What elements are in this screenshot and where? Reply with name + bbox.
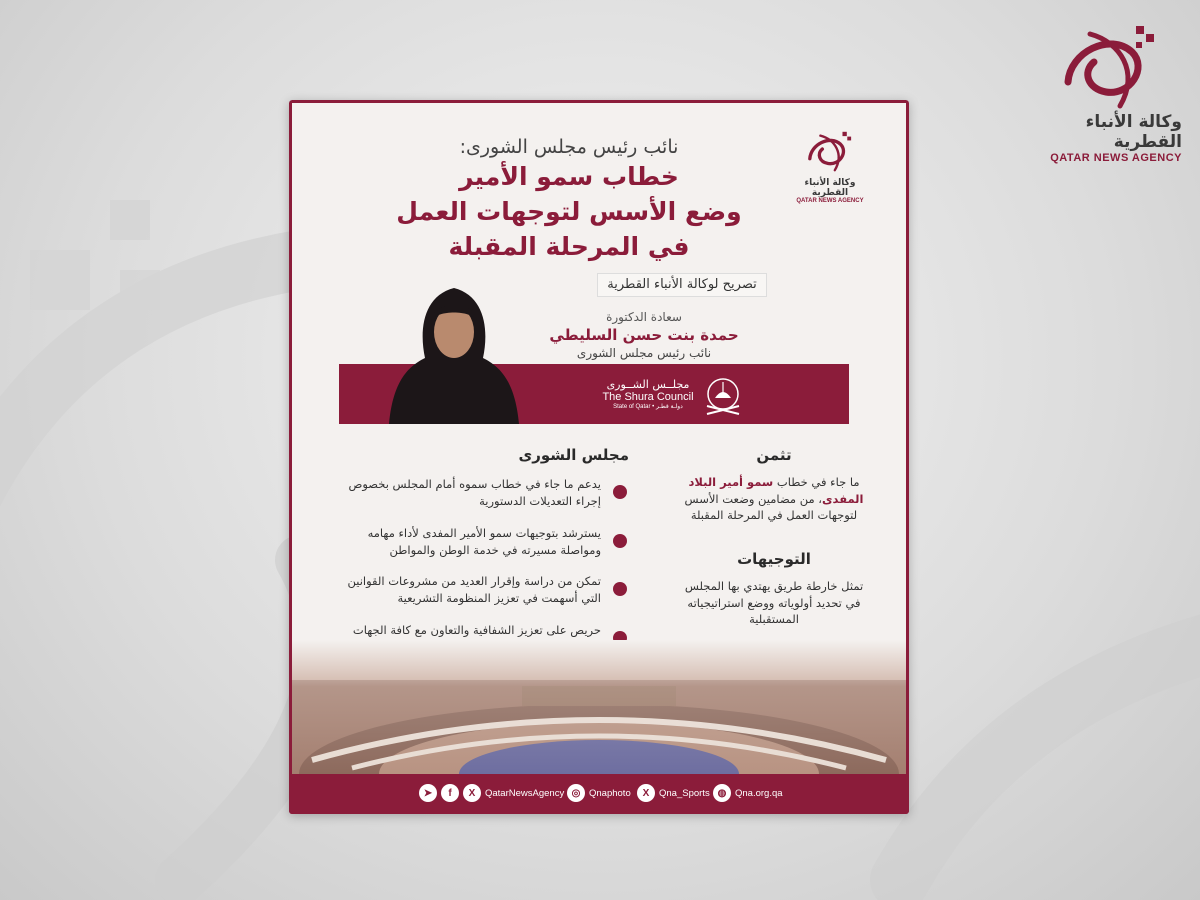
headline-line-1: خطاب سمو الأمير xyxy=(459,162,679,191)
headline-line-2: وضع الأسس لتوجهات العمل xyxy=(396,197,742,226)
brand-name-en: QATAR NEWS AGENCY xyxy=(1050,152,1182,164)
list-item-text: حريص على تعزيز الشفافية والتعاون مع كافة الجهات xyxy=(352,622,601,637)
council-chamber-image xyxy=(292,640,906,774)
website-link[interactable]: Qna.org.qa xyxy=(735,787,783,799)
agency-handle[interactable]: QatarNewsAgency xyxy=(485,787,565,799)
social-group-web[interactable] xyxy=(713,784,783,802)
poster-logo-ar: وكالة الأنباء القطرية xyxy=(804,178,856,198)
shura-name-en: The Shura Council xyxy=(602,391,694,403)
qatar-emblem-icon xyxy=(703,372,743,418)
praise-highlight: سمو أمير البلاد المفدى xyxy=(688,475,864,506)
praise-heading: تثمن xyxy=(756,446,792,464)
qna-logo-icon xyxy=(806,128,854,174)
photo-handle[interactable]: Qnaphoto xyxy=(589,787,631,799)
headline xyxy=(389,136,749,263)
brand-name-ar: وكالة الأنباء القطرية xyxy=(1085,112,1182,152)
person-role: نائب رئيس مجلس الشورى xyxy=(576,346,712,360)
social-group-photo[interactable] xyxy=(567,784,631,802)
list-item xyxy=(329,525,629,560)
qna-logo-icon xyxy=(1060,22,1160,110)
sports-handle[interactable]: Qna_Sports xyxy=(659,787,710,799)
directives-heading: التوجيهات xyxy=(737,550,811,569)
telegram-icon[interactable]: ➤ xyxy=(419,784,437,802)
list-item-text: تمكن من دراسة وإقرار العديد من مشروعات القوانين التي أسهمت في تعزيز المنظومة التشريعية xyxy=(347,574,601,606)
list-item xyxy=(329,573,629,608)
instagram-icon[interactable]: ◎ xyxy=(567,784,585,802)
list-item xyxy=(329,476,629,511)
facebook-icon[interactable]: f xyxy=(441,784,459,802)
right-column xyxy=(679,446,869,628)
social-group-agency[interactable] xyxy=(419,784,564,802)
bullet-icon xyxy=(613,582,627,596)
list-item-text: يسترشد بتوجيهات سمو الأمير المفدى لأداء مهامه ومواصلة مسيرته في خدمة الوطن والمواطن xyxy=(367,525,601,557)
social-group-sports[interactable] xyxy=(637,784,710,802)
left-column xyxy=(329,446,629,656)
person-name: حمدة بنت حسن السليطي xyxy=(549,326,739,344)
shura-text xyxy=(599,378,697,410)
praise-text-after: ، من مضامين وضعت الأسس لتوجهات العمل في المرحلة المقبلة xyxy=(684,491,858,523)
headline-line-3: في المرحلة المقبلة xyxy=(448,232,690,261)
council-heading: مجلس الشورى xyxy=(518,446,629,464)
praise-text xyxy=(679,474,869,524)
shura-name-ar: مجلــس الشــورى xyxy=(606,378,690,391)
bullet-icon xyxy=(613,534,627,548)
list-item-text: يدعم ما جاء في خطاب سموه أمام المجلس بخصوص إجراء التعديلات الدستورية xyxy=(348,477,601,509)
x-icon[interactable]: X xyxy=(637,784,655,802)
portrait-image xyxy=(379,270,529,424)
directives-text: تمثل خارطة طريق يهتدي بها المجلس في تحديد أولوياته ووضع استراتيجياته المستقبلية xyxy=(684,579,864,627)
poster-logo-en: QATAR NEWS AGENCY xyxy=(796,198,864,204)
shura-subtitle: State of Qatar • دولـة قطـر xyxy=(613,404,683,410)
x-icon[interactable]: X xyxy=(463,784,481,802)
brand-logo xyxy=(1012,22,1182,164)
person-info xyxy=(529,310,759,360)
person-title: سعادة الدكتورة xyxy=(606,310,682,324)
headline-subtitle: نائب رئيس مجلس الشورى: xyxy=(459,136,679,158)
globe-icon[interactable]: ◍ xyxy=(713,784,731,802)
shura-council-logo xyxy=(599,370,749,420)
poster-logo xyxy=(785,128,875,204)
bullet-icon xyxy=(613,485,627,499)
source-tag: تصريح لوكالة الأنباء القطرية xyxy=(597,273,767,297)
footer-bar xyxy=(289,774,909,814)
infographic-poster xyxy=(289,100,909,814)
praise-text-before: ما جاء في خطاب xyxy=(773,475,860,489)
